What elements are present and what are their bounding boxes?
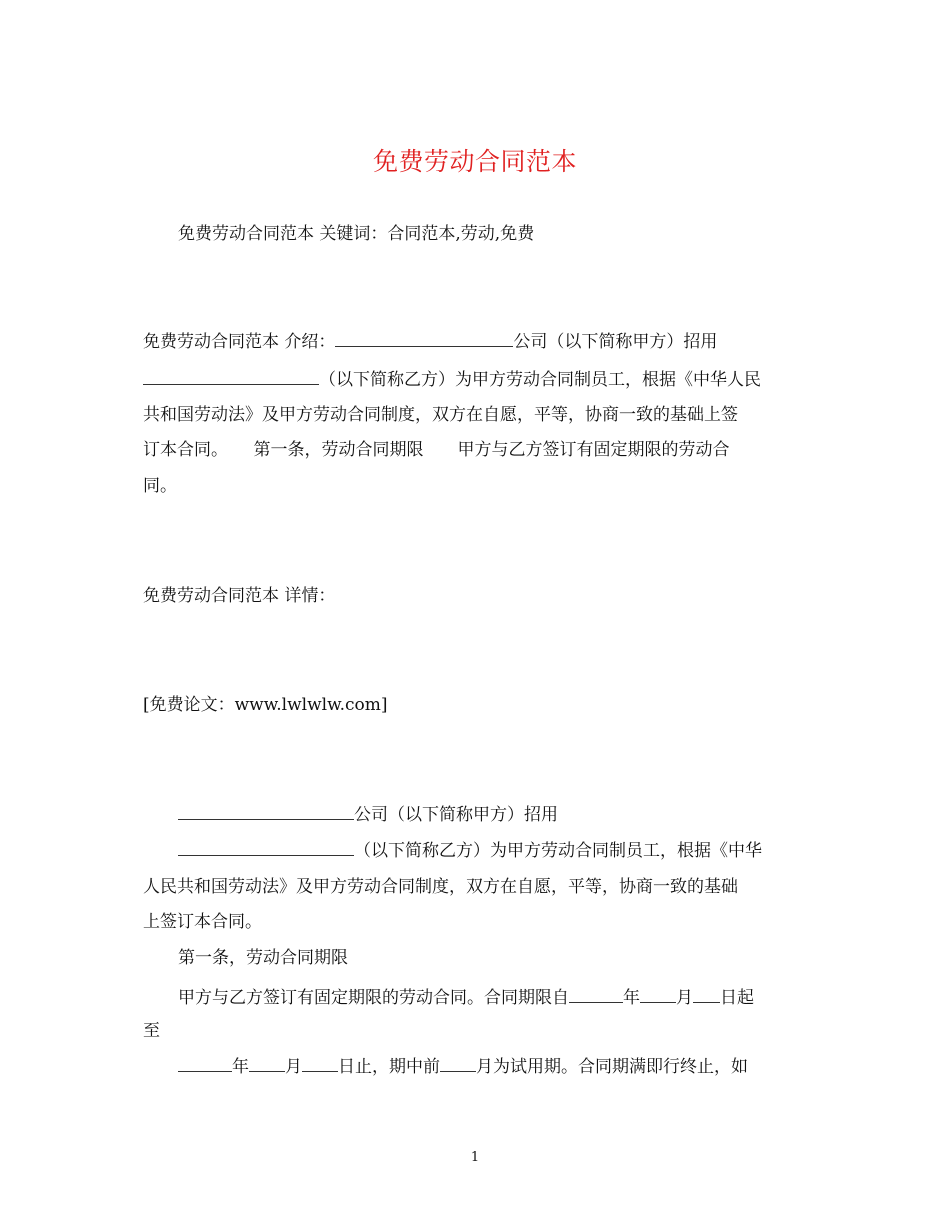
intro-line-1 <box>143 330 808 354</box>
day-label: 日起 <box>720 988 754 1008</box>
intro-line-3: 共和国劳动法》及甲方劳动合同制度，双方在自愿，平等，协商一致的基础上签 <box>143 405 738 425</box>
end-day-blank <box>302 1055 338 1072</box>
start-year-blank <box>569 986 623 1003</box>
intro-line-4: 订本合同。 第一条，劳动合同期限 甲方与乙方签订有固定期限的劳动合 <box>143 440 730 460</box>
body-line-1 <box>178 803 843 827</box>
body-line-2 <box>178 839 843 863</box>
year-label: 年 <box>623 988 640 1008</box>
term-line-2: 至 <box>143 1021 160 1041</box>
term-text: 日止，期中前 <box>338 1057 440 1077</box>
term-text: 月为试用期。合同期满即行终止，如 <box>476 1057 748 1077</box>
keywords-line: 免费劳动合同范本 关键词：合同范本,劳动,免费 <box>178 224 535 244</box>
term-line-1 <box>178 986 843 1010</box>
document-title: 免费劳动合同范本 <box>372 147 577 176</box>
intro-text: 公司（以下简称甲方）招用 <box>513 332 718 352</box>
page-number: 1 <box>470 1150 480 1165</box>
details-heading: 免费劳动合同范本 详情： <box>143 586 336 606</box>
body-text: （以下简称乙方）为甲方劳动合同制员工，根据《中华 <box>354 841 762 861</box>
probation-months-blank <box>440 1055 476 1072</box>
company-name-blank <box>335 330 513 347</box>
company-name-blank <box>178 803 354 820</box>
term-text: 甲方与乙方签订有固定期限的劳动合同。合同期限自 <box>178 988 569 1008</box>
end-year-blank <box>178 1055 232 1072</box>
body-line-4: 上签订本合同。 <box>143 912 262 932</box>
employee-name-blank <box>178 839 354 856</box>
start-day-blank <box>693 986 720 1003</box>
year-label: 年 <box>232 1057 249 1077</box>
month-label: 月 <box>285 1057 302 1077</box>
employee-name-blank <box>143 368 319 385</box>
month-label: 月 <box>676 988 693 1008</box>
end-month-blank <box>249 1055 285 1072</box>
body-text: 公司（以下简称甲方）招用 <box>354 805 558 825</box>
source-link[interactable]: [免费论文：www.lwlwlw.com] <box>143 695 388 715</box>
article-1-heading: 第一条，劳动合同期限 <box>178 948 348 968</box>
start-month-blank <box>640 986 676 1003</box>
body-line-3: 人民共和国劳动法》及甲方劳动合同制度，双方在自愿，平等，协商一致的基础 <box>143 877 738 897</box>
intro-line-2 <box>143 368 808 392</box>
term-line-3 <box>178 1055 843 1079</box>
intro-prefix: 免费劳动合同范本 介绍： <box>143 332 336 352</box>
intro-text: （以下简称乙方）为甲方劳动合同制员工，根据《中华人民 <box>319 370 761 390</box>
intro-line-5: 同。 <box>143 476 177 496</box>
